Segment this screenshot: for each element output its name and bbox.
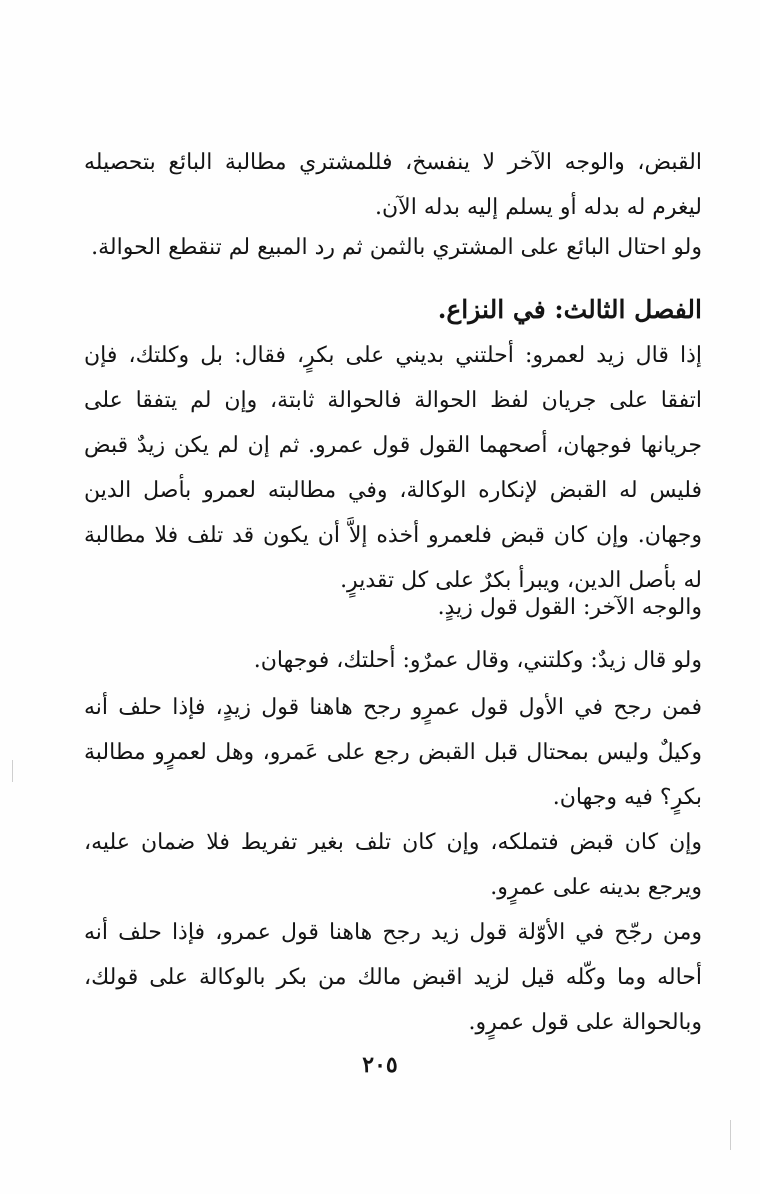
paragraph-zayd-amr-dispute: إذا قال زيد لعمرو: أحلتني بديني على بكرٍ، فقال: بل وكلتك، فإن اتفقا على جريان لفظ الحوالة فالحوالة ثابتة، وإن لم يتفقا على جريانها فوجهان، أصحهما القول قول عمرو. ثم إن لم يكن زيدٌ قبض فليس له القبض لإنكاره الوكالة، وفي مطالبته لعمرو بأصل الدين وجهان. وإن كان قبض فلعمرو أخذه إلاَّ أن يكون قد تلف فلا مطالبة له بأصل الدين، ويبرأ بكرٌ على كل تقديرٍ. bbox=[84, 343, 703, 593]
chapter-heading: الفصل الثالث: في النزاع. bbox=[437, 295, 702, 324]
paragraph-received-case: وإن كان قبض فتملكه، وإن كان تلف بغير تفريط فلا ضمان عليه، ويرجع بدينه على عمرٍو. bbox=[84, 830, 702, 900]
paragraph-reverse-claim: ولو قال زيدٌ: وكلتني، وقال عمرٌو: أحلتك، فوجهان. bbox=[253, 648, 702, 673]
paragraph-other-view: والوجه الآخر: القول قول زيدٍ. bbox=[437, 595, 702, 620]
scan-margin-mark bbox=[12, 760, 13, 782]
paragraph-hawala-seller: ولو احتال البائع على المشتري بالثمن ثم رد المبيع لم تنقطع الحوالة. bbox=[91, 235, 702, 260]
scan-margin-mark bbox=[730, 1120, 731, 1150]
paragraph-first-preference: فمن رجح في الأول قول عمرٍو رجح هاهنا قول زيدٍ، فإذا حلف أنه وكيلٌ وليس بمحتال قبل القبض رجع على عَمرو، وهل لعمرٍو مطالبة بكرٍ؟ فيه وجهان. bbox=[84, 695, 702, 810]
paragraph-second-preference: ومن رجّح في الأوّلة قول زيد رجح هاهنا قول عمرو، فإذا حلف أنه أحاله وما وكّله قيل لزيد اقبض مالك من بكر بالوكالة على قولك، وبالحوالة على قول عمرٍو. bbox=[84, 920, 703, 1035]
paragraph-contract-cancellation: القبض، والوجه الآخر لا ينفسخ، فللمشتري مطالبة البائع بتحصيله ليغرم له بدله أو يسلم إليه بدله الآن. bbox=[84, 150, 702, 220]
page-number: ٢٠٥ bbox=[362, 1052, 398, 1078]
